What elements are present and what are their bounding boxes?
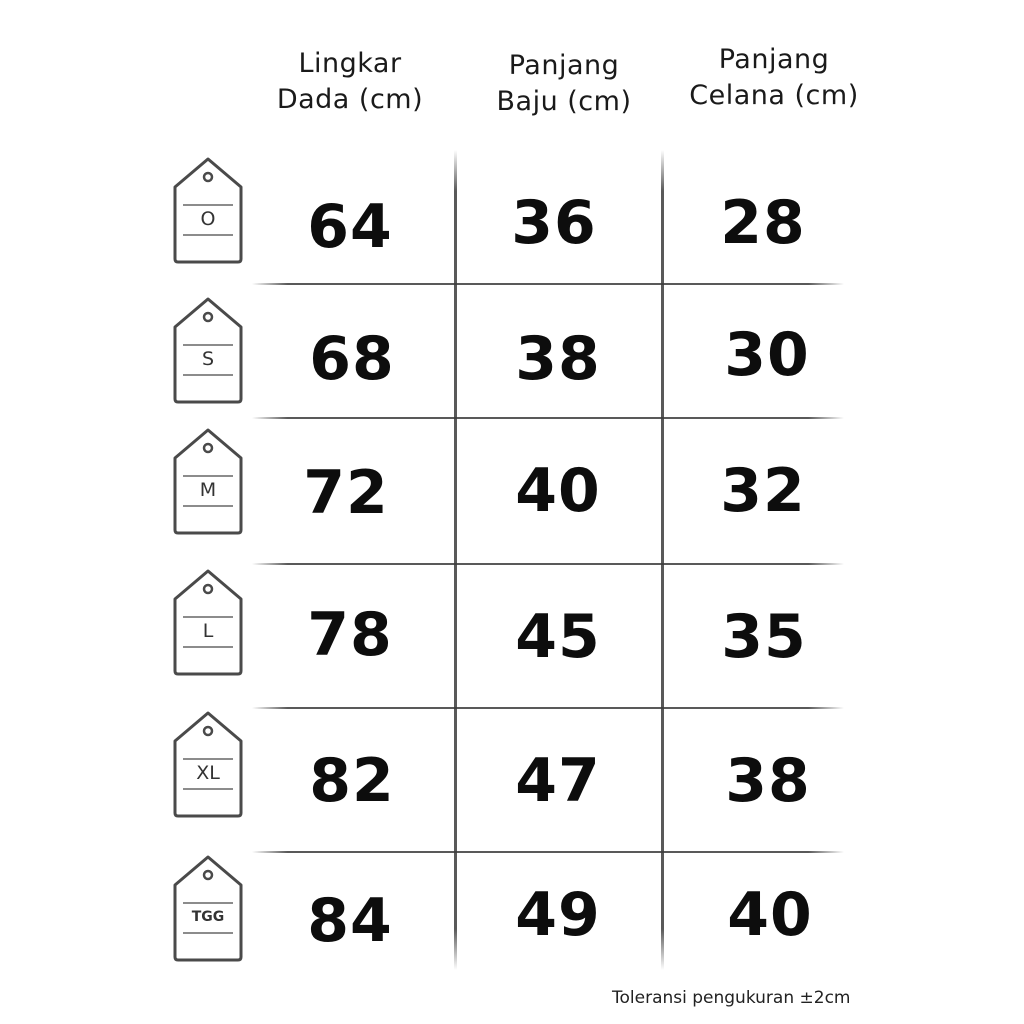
column-divider-1 (454, 150, 457, 970)
pants-length-value: 28 (720, 188, 806, 258)
size-label: S (201, 348, 215, 370)
measurement-tolerance-note: Toleransi pengukuran ±2cm (612, 988, 851, 1008)
column-divider-2 (661, 150, 664, 970)
shirt-length-value: 47 (515, 746, 601, 816)
size-label: XL (196, 762, 220, 784)
pants-length-value: 40 (727, 880, 813, 950)
size-tag-icon (172, 156, 244, 264)
row-divider-4 (252, 707, 844, 709)
header-chest (250, 46, 450, 118)
size-tag-icon (172, 296, 244, 404)
chest-value: 72 (303, 458, 389, 528)
header-pants-length-line2: Celana (cm) (689, 80, 859, 111)
chest-value: 68 (309, 324, 395, 394)
chest-value: 78 (307, 600, 393, 670)
row-divider-1 (252, 283, 844, 285)
size-tag-icon (172, 710, 244, 818)
size-tag-icon (172, 854, 244, 962)
shirt-length-value: 40 (515, 456, 601, 526)
header-chest-line2: Dada (cm) (276, 84, 424, 115)
shirt-length-value: 49 (515, 880, 601, 950)
size-label: O (200, 208, 216, 230)
pants-length-value: 30 (724, 320, 810, 390)
shirt-length-value: 36 (511, 188, 597, 258)
chest-value: 64 (307, 192, 393, 262)
shirt-length-value: 38 (515, 324, 601, 394)
header-pants-length (664, 42, 884, 114)
pants-length-value: 35 (721, 602, 807, 672)
size-tag-icon (172, 568, 244, 676)
pants-length-value: 32 (720, 456, 806, 526)
shirt-length-value: 45 (515, 602, 601, 672)
row-divider-2 (252, 417, 844, 419)
header-pants-length-line1: Panjang (718, 44, 830, 75)
size-label: TGG (191, 909, 225, 925)
chest-value: 84 (307, 886, 393, 956)
header-shirt-length (464, 48, 664, 120)
size-tag-icon (172, 427, 244, 535)
size-label: L (202, 620, 214, 642)
chest-value: 82 (309, 746, 395, 816)
header-shirt-length-line2: Baju (cm) (496, 86, 632, 117)
size-label: M (199, 479, 217, 501)
header-chest-line1: Lingkar (298, 48, 402, 79)
row-divider-3 (252, 563, 844, 565)
header-shirt-length-line1: Panjang (508, 50, 620, 81)
pants-length-value: 38 (725, 746, 811, 816)
row-divider-5 (252, 851, 844, 853)
